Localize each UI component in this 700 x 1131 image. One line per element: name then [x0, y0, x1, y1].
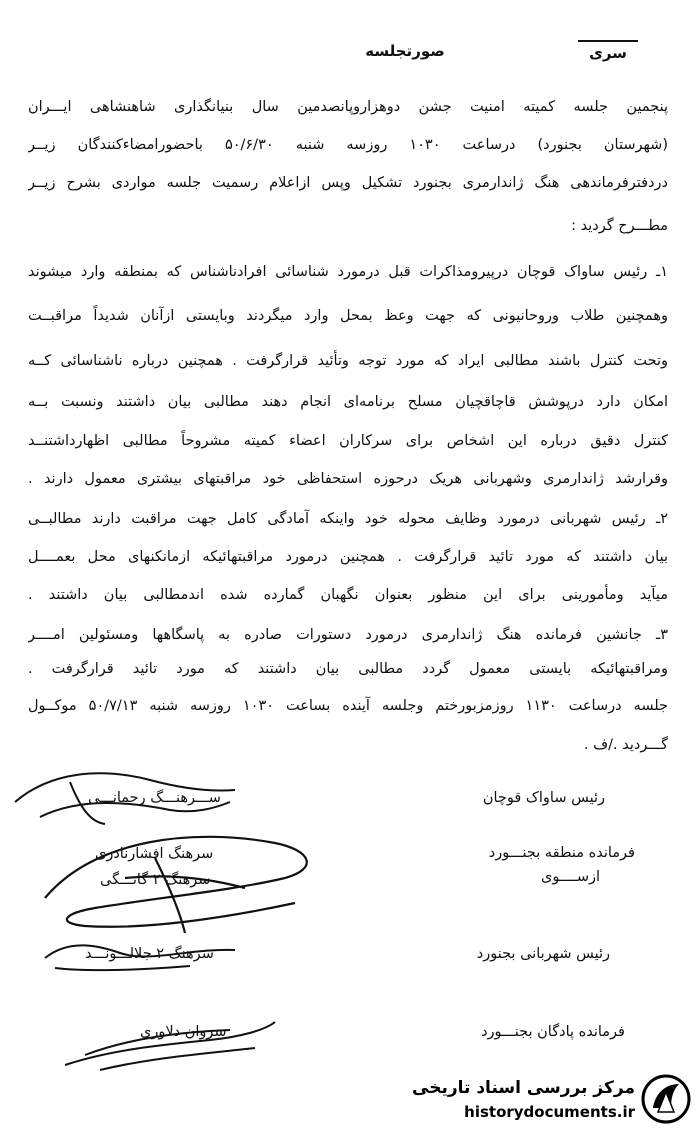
classification-label: سری: [578, 40, 638, 62]
body-line: پنجمین جلسه کمیته امنیت جشن دوهزاروپانصدمین سال بنیانگذاری شاهنشاهی ایـــران: [28, 99, 668, 115]
signatory-on-behalf: ازســــوی: [540, 869, 600, 885]
signatory-colonel-rahmani: ســـرهنـــگ رحمانـــی: [88, 790, 221, 806]
body-line: کنترل دقیق درباره این اشخاص برای سرکاران اعضاء کمیته مشروحاً مطالبی اظهارداشتنــد: [28, 433, 668, 449]
body-line: ۲ـ رئیس شهربانی درمورد وظایف محوله خود واینکه آمادگی کامل جهت مراقبت دارند مطالبــی: [28, 511, 668, 527]
body-line: گـــردید ./ف .: [583, 737, 668, 753]
body-line: (شهرستان بجنورد) درساعت ۱۰۳۰ روزسه شنبه ۵۰/۶/۳۰ باحضورامضاءکنندگان زیــر: [28, 137, 668, 153]
signatory-garrison-commander: فرمانده پادگان بجنـــورد: [481, 1024, 625, 1040]
signature-scribble-afshar: [35, 818, 325, 938]
signatory-region-commander: فرمانده منطقه بجنـــورد: [488, 845, 635, 861]
body-line: وهمچنین طلاب وروحانیونی که جهت وعظ بمحل وارد میگردند وبایستی ازآنان شدیداً مراقبــت: [28, 308, 668, 324]
signatory-colonel-jalalvand: سرهنگ ۲ جلالـــونـــد: [85, 946, 214, 962]
signatory-captain-delavari: سروان دلاوری: [140, 1024, 227, 1040]
watermark-title: مرکز بررسی اسناد تاریخی: [412, 1078, 635, 1098]
signatory-colonel-afshar-naderi: سرهنگ افشارنادری: [95, 846, 214, 862]
body-line: امکان دارد درپوشش قاچاقچیان مسلح برنامه‌ای انجام دهند مطالبی بیان داشتند ونسبت بــه: [28, 394, 668, 410]
body-line: ۳ـ جانشین فرمانده هنگ ژاندارمری درمورد دستورات صادره به پاسگاهها ومسئولین امــــر: [28, 627, 668, 643]
body-line: مطـــرح گردید :: [571, 218, 668, 234]
body-line: بیان داشتند که مورد تائید قرارگرفت . همچنین درمورد مراقبتهائیکه ازمانکنهای محل بعمــــل: [28, 549, 668, 565]
body-line: ومراقبتهائیکه بایستی معمول گردد مطالبی بیان داشتند که مورد تائید قرارگرفت .: [28, 661, 668, 677]
watermark-url: historydocuments.ir: [464, 1103, 635, 1121]
body-line: میآید ومأمورینی برای این منظور بعنوان نگهبان گمارده شده اندمطالبی بیان داشتند .: [28, 587, 668, 603]
signatory-savak: رئیس ساواک قوچان: [482, 790, 605, 806]
watermark-logo: [412, 1072, 695, 1128]
document-title: صورتجلسه: [365, 42, 445, 60]
body-line: وتحت کنترل باشند مطالبی ایراد که مورد توجه وتأئید قرارگرفت . همچنین درباره ناشناسائی کــه: [28, 353, 668, 369]
signature-scribble-jalalvand: [40, 928, 240, 978]
signatory-police-chief: رئیس شهربانی بجنورد: [476, 946, 610, 962]
body-line: دردفترفرماندهی هنگ ژاندارمری بجنورد تشکیل وپس ازاعلام رسمیت جلسه مواردی بشرح زیــر: [28, 175, 668, 191]
body-line: جلسه درساعت ۱۱۳۰ روزمزبورختم وجلسه آینده بساعت ۱۰۳۰ روزسه شنبه ۵۰/۷/۱۳ موکــول: [28, 698, 668, 714]
archive-logo-icon: [641, 1074, 691, 1124]
signature-scribble-delavari: [60, 1010, 280, 1075]
signatory-colonel-ganegi: سرهنگ ۲ گانـــگی: [100, 872, 211, 888]
body-line: وقرارشد ژاندارمری وشهربانی هریک درحوزه استحفاظی خود مراقبتهای بیشتری معمول دارند .: [28, 471, 668, 487]
body-line: ۱ـ رئیس ساواک قوچان درپیرومذاکرات قبل درمورد شناسائی افرادناشناس که بمنطقه وارد میشوند: [28, 264, 668, 280]
